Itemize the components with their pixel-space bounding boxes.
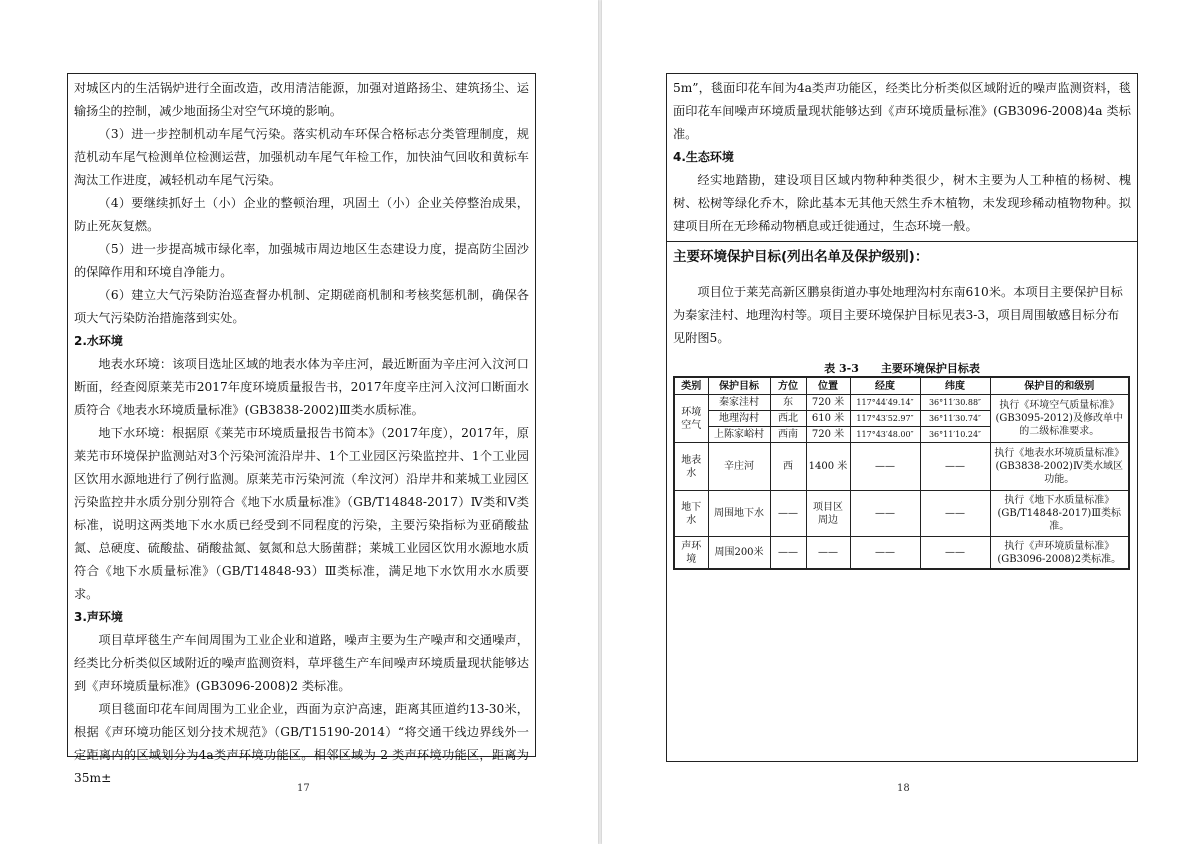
left-content-frame <box>67 73 536 785</box>
paragraph: 项目毯面印花车间周围为工业企业，西面为京沪高速，距离其匝道约13-30米，根据《声环境功能区划分技术规范》（GB/T15190-2014）“将交通干线边界线外一定距离内的区域划分为4a类声环境功能区。相邻区域为 2 类声环境功能区，距离为 35m± <box>74 702 529 785</box>
header-latitude: 纬度 <box>920 377 990 395</box>
paragraph: （3）进一步控制机动车尾气污染。落实机动车环保合格标志分类管理制度，规范机动车尾气检测单位检测运营，加强机动车尾气年检工作，加快油气回收和黄标车淘汰工作进度，减轻机动车尾气污染。 <box>74 127 529 187</box>
cell-position: —— <box>806 537 850 569</box>
cell-target: 周围地下水 <box>708 491 770 537</box>
right-content-frame <box>666 73 1138 762</box>
cell-latitude: —— <box>920 537 990 569</box>
cell-latitude: 36°11′10.24″ <box>920 427 990 443</box>
protection-heading: 主要环境保护目标(列出名单及保护级别)： <box>673 249 929 265</box>
table-row <box>674 395 1129 411</box>
paragraph: （5）进一步提高城市绿化率，加强城市周边地区生态建设力度，提高防尘固沙的保障作用和环境自净能力。 <box>74 242 529 279</box>
protection-table <box>673 376 1130 570</box>
cell-target: 周围200米 <box>708 537 770 569</box>
cell-direction: 东 <box>770 395 806 411</box>
protection-paragraph: 项目位于莱芜高新区鹏泉街道办事处地理沟村东南610米。本项目主要保护目标为秦家洼村、地理沟村等。项目主要环境保护目标见表3-3，项目周围敏感目标分布见附图5。 <box>673 285 1123 346</box>
cell-category-ground: 地下水 <box>674 491 708 537</box>
table-caption: 表 3-3 主要环境保护目标表 <box>824 362 980 376</box>
cell-target: 秦家洼村 <box>708 395 770 411</box>
paragraph: 经实地踏勘，建设项目区域内物种种类很少，树木主要为人工种植的杨树、槐树、松树等绿化乔木，除此基本无其他天然生乔木植物，未发现珍稀动植物物种。拟建项目所在无珍稀动物栖息或迁徙通过，生态环境一般。 <box>673 173 1131 233</box>
right-page <box>602 0 1204 844</box>
paragraph: 地表水环境：该项目选址区域的地表水体为辛庄河，最近断面为辛庄河入汶河口断面，经查阅原莱芜市2017年度环境质量报告书，2017年度辛庄河入汶河口断面水质符合《地表水环境质量标准》(GB3838-2002)Ⅲ类水质标准。 <box>74 357 529 417</box>
cell-position: 项目区周边 <box>806 491 850 537</box>
cell-longitude: 117°43′48.00″ <box>850 427 920 443</box>
section-divider <box>667 241 1137 242</box>
paragraph: 地下水环境：根据原《莱芜市环境质量报告书简本》（2017年度），2017年，原莱芜市环境保护监测站对3个污染河流沿岸井、1个工业园区污染监控井、1个工业园区饮用水源地进行了例行监测。原莱芜市污染河流（牟汶河）沿岸井和莱城工业园区污染监控井水质分别分别符合《地下水质量标准》（GB/T14848-2017）Ⅳ类和Ⅴ类标准，说明这两类地下水水质已经受到不同程度的污染，主要污染指标为亚硝酸盐氮、总硬度、硫酸盐、硝酸盐氮、氨氮和总大肠菌群；莱城工业园区饮用水源地水质符合《地下水质量标准》（GB/T14848-93）Ⅲ类标准，满足地下水饮用水水质要求。 <box>74 426 529 601</box>
cell-category-air: 环境空气 <box>674 395 708 443</box>
cell-longitude: 117°44′49.14″ <box>850 395 920 411</box>
cell-latitude: —— <box>920 443 990 491</box>
cell-standard-air: 执行《环境空气质量标准》(GB3095-2012)及修改单中的二级标准要求。 <box>990 395 1129 443</box>
cell-target: 辛庄河 <box>708 443 770 491</box>
paragraph: 对城区内的生活锅炉进行全面改造，改用清洁能源，加强对道路扬尘、建筑扬尘、运输扬尘的控制，减少地面扬尘对空气环境的影响。 <box>74 81 529 118</box>
cell-standard-ground: 执行《地下水质量标准》(GB/T14848-2017)Ⅲ类标准。 <box>990 491 1129 537</box>
cell-position: 720 米 <box>806 395 850 411</box>
cell-category-surface: 地表水 <box>674 443 708 491</box>
right-page-top-text <box>673 77 1131 238</box>
cell-longitude: 117°43′52.97″ <box>850 411 920 427</box>
table-header-row <box>674 377 1129 395</box>
cell-direction: 西南 <box>770 427 806 443</box>
cell-latitude: —— <box>920 491 990 537</box>
header-standard: 保护目的和级别 <box>990 377 1129 395</box>
cell-position: 610 米 <box>806 411 850 427</box>
cell-latitude: 36°11′30.74″ <box>920 411 990 427</box>
protection-section <box>673 246 1131 570</box>
left-page-text <box>74 77 529 790</box>
header-target: 保护目标 <box>708 377 770 395</box>
cell-direction: 西 <box>770 443 806 491</box>
cell-longitude: —— <box>850 537 920 569</box>
cell-target: 地理沟村 <box>708 411 770 427</box>
header-longitude: 经度 <box>850 377 920 395</box>
header-category: 类别 <box>674 377 708 395</box>
cell-longitude: —— <box>850 443 920 491</box>
cell-standard-surface: 执行《地表水环境质量标准》(GB3838-2002)Ⅳ类水域区功能。 <box>990 443 1129 491</box>
paragraph: 5m”，毯面印花车间为4a类声功能区，经类比分析类似区域附近的噪声监测资料，毯面印花车间噪声环境质量现状能够达到《声环境质量标准》(GB3096-2008)4a 类标准。 <box>673 81 1131 141</box>
cell-position: 720 米 <box>806 427 850 443</box>
table-row <box>674 491 1129 537</box>
paragraph: （4）要继续抓好土（小）企业的整顿治理，巩固土（小）企业关停整治成果，防止死灰复燃。 <box>74 196 529 233</box>
section-heading: 4.生态环境 <box>673 150 734 164</box>
cell-standard-noise: 执行《声环境质量标准》(GB3096-2008)2类标准。 <box>990 537 1129 569</box>
cell-direction: —— <box>770 537 806 569</box>
cell-latitude: 36°11′30.88″ <box>920 395 990 411</box>
left-page <box>0 0 598 844</box>
table-row <box>674 443 1129 491</box>
table-row <box>674 537 1129 569</box>
section-heading: 2.水环境 <box>74 334 123 348</box>
cell-position: 1400 米 <box>806 443 850 491</box>
paragraph: （6）建立大气污染防治巡查督办机制、定期磋商机制和考核奖惩机制，确保各项大气污染防治措施落到实处。 <box>74 288 529 325</box>
header-direction: 方位 <box>770 377 806 395</box>
cell-category-noise: 声环境 <box>674 537 708 569</box>
section-heading: 3.声环境 <box>74 610 123 624</box>
cell-longitude: —— <box>850 491 920 537</box>
paragraph: 项目草坪毯生产车间周围为工业企业和道路，噪声主要为生产噪声和交通噪声，经类比分析类似区域附近的噪声监测资料，草坪毯生产车间噪声环境质量现状能够达到《声环境质量标准》(GB3096-2008)2 类标准。 <box>74 633 529 693</box>
page-number-left: 17 <box>297 783 310 794</box>
cell-target: 上陈家峪村 <box>708 427 770 443</box>
cell-direction: —— <box>770 491 806 537</box>
cell-direction: 西北 <box>770 411 806 427</box>
page-number-right: 18 <box>897 783 910 794</box>
header-position: 位置 <box>806 377 850 395</box>
